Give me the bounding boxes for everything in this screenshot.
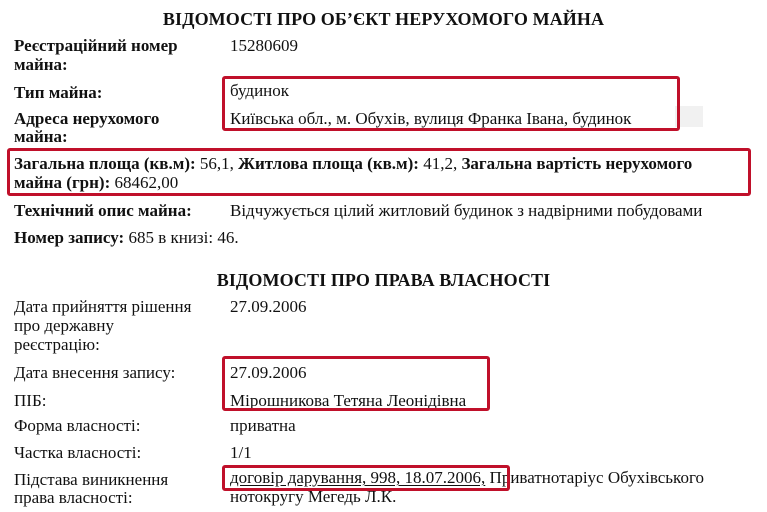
property-section-title: ВІДОМОСТІ ПРО ОБ’ЄКТ НЕРУХОМОГО МАЙНА bbox=[162, 9, 605, 29]
ownership-form-label: Форма власності: bbox=[14, 416, 141, 435]
tech-description-label: Технічний опис майна: bbox=[14, 201, 192, 220]
ownership-section-title: ВІДОМОСТІ ПРО ПРАВА ВЛАСНОСТІ bbox=[216, 270, 551, 290]
highlight-box-area-cost bbox=[7, 148, 751, 196]
decision-date-label-3: реєстрацію: bbox=[14, 335, 100, 354]
total-area-value: 56,1, bbox=[195, 154, 239, 173]
ownership-form-value: приватна bbox=[230, 416, 296, 435]
basis-value-line-2: нотокругу Мегедь Л.К. bbox=[230, 487, 397, 506]
address-value: Київська обл., м. Обухів, вулиця Франка Івана, будинок bbox=[230, 109, 632, 128]
highlight-box-basis bbox=[222, 465, 510, 491]
living-area-value: 41,2, bbox=[418, 154, 462, 173]
property-type-value: будинок bbox=[230, 81, 290, 100]
total-cost-label-1: Загальна вартість нерухомого bbox=[461, 154, 693, 173]
highlight-box-type-address bbox=[222, 76, 680, 131]
decision-date-label-2: про державну bbox=[14, 316, 114, 335]
basis-label-1: Підстава виникнення bbox=[14, 470, 169, 489]
registration-number-value: 15280609 bbox=[230, 36, 298, 55]
basis-label-2: права власності: bbox=[14, 488, 133, 507]
property-type-label: Тип майна: bbox=[14, 83, 103, 102]
registration-number-label-2: майна: bbox=[14, 55, 68, 74]
highlight-box-entry-owner bbox=[222, 356, 490, 411]
tech-description-value: Відчужується цілий житловий будинок з надвірними побудовами bbox=[230, 201, 703, 220]
entry-date-value: 27.09.2006 bbox=[230, 363, 307, 382]
owner-name-label: ПІБ: bbox=[14, 391, 47, 410]
registration-number-label-1: Реєстраційний номер bbox=[14, 36, 178, 55]
basis-value-highlight: договір дарування, 998, 18.07.2006, bbox=[230, 468, 486, 487]
ownership-share-value: 1/1 bbox=[230, 443, 252, 462]
record-number-label: Номер запису: bbox=[14, 228, 125, 247]
ownership-share-label: Частка власності: bbox=[14, 443, 142, 462]
basis-value-rest: Приватнотаріус Обухівського bbox=[485, 468, 705, 487]
owner-name-value: Мірошникова Тетяна Леонідівна bbox=[230, 391, 467, 410]
address-label-2: майна: bbox=[14, 127, 68, 146]
address-label-1: Адреса нерухомого bbox=[14, 109, 160, 128]
total-cost-label-2: майна (грн): bbox=[14, 173, 111, 192]
record-number-value: 685 в книзі: 46. bbox=[124, 228, 239, 247]
total-cost-value: 68462,00 bbox=[110, 173, 179, 192]
record-number-line bbox=[14, 228, 239, 248]
decision-date-value: 27.09.2006 bbox=[230, 297, 307, 316]
total-area-label: Загальна площа (кв.м): bbox=[14, 154, 196, 173]
living-area-label: Житлова площа (кв.м): bbox=[238, 154, 419, 173]
entry-date-label: Дата внесення запису: bbox=[14, 363, 176, 382]
decision-date-label-1: Дата прийняття рішення bbox=[14, 297, 192, 316]
